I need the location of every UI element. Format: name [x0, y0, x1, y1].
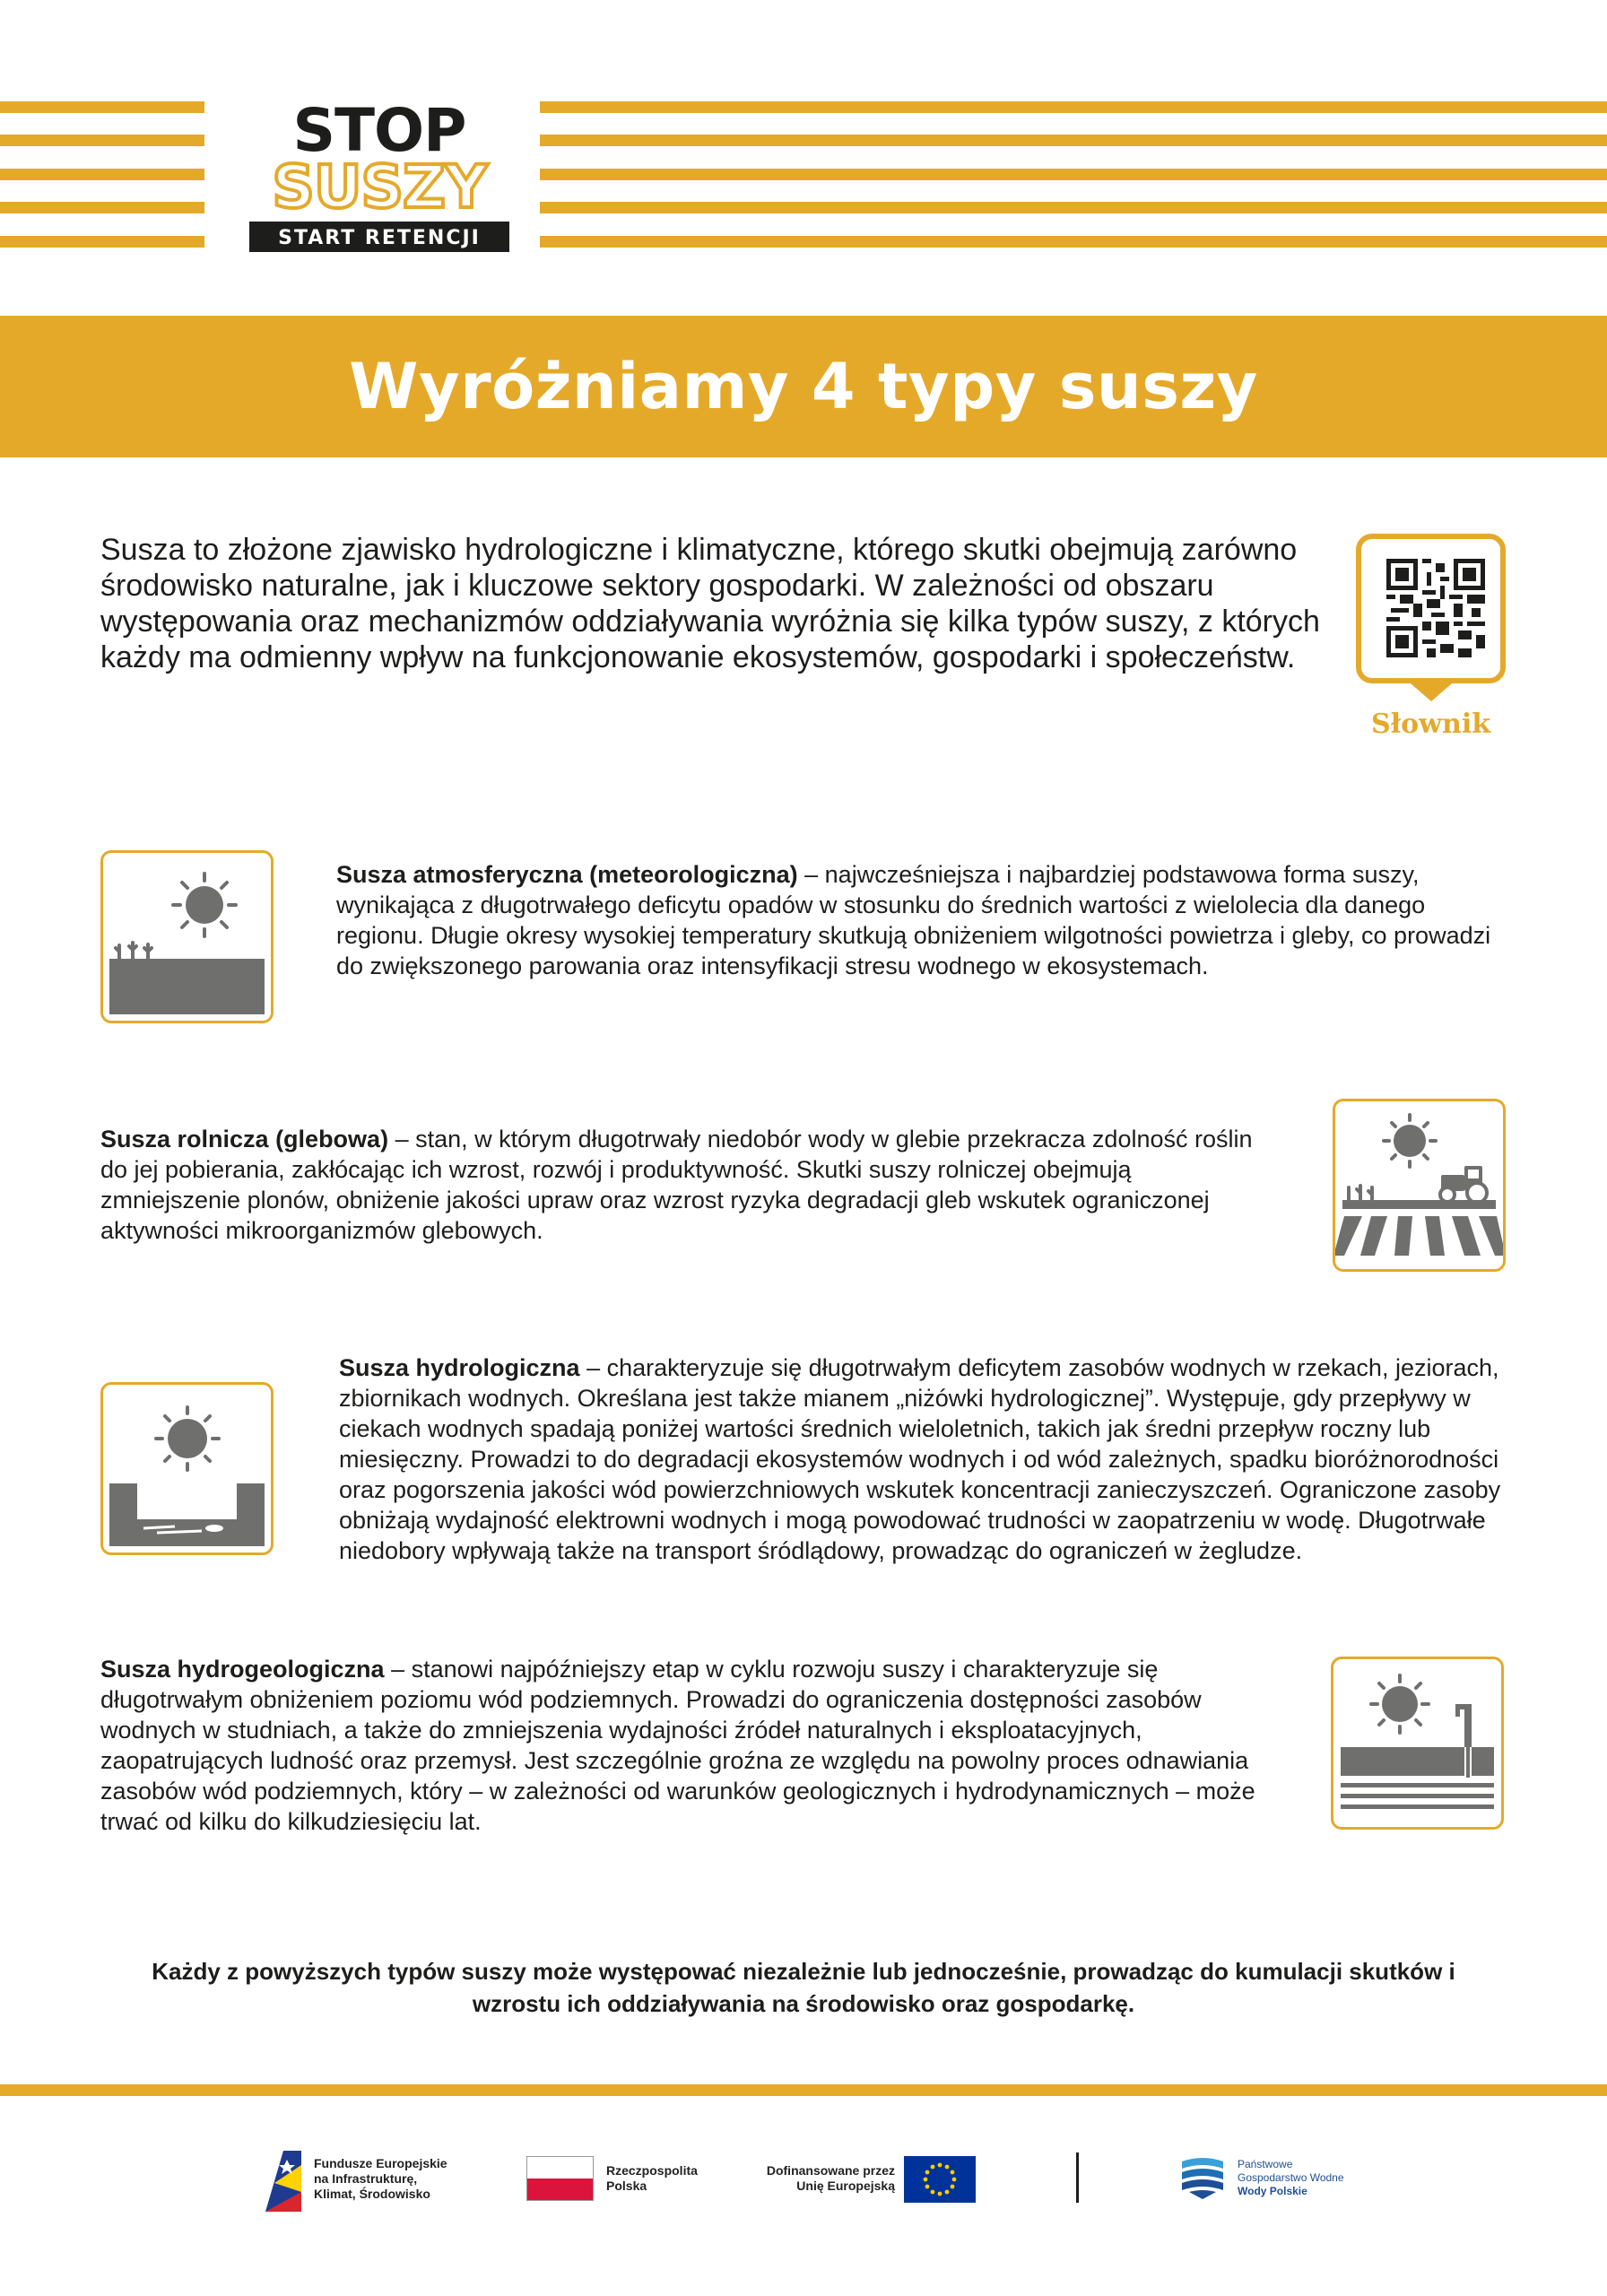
eu-line2: Unię Europejską: [796, 2179, 895, 2193]
hydrological-drought-description: [339, 1352, 1505, 1566]
stop-suszy-logo: [249, 101, 509, 254]
hydrogeological-drought-icon-box: [1331, 1657, 1504, 1830]
eu-logo-text: [760, 2163, 895, 2194]
pgw-line3: Wody Polskie: [1238, 2185, 1307, 2197]
fe-logo-text: [314, 2156, 484, 2202]
rp-line2: Polska: [606, 2179, 647, 2193]
logo-start-retencji: START RETENCJI: [278, 227, 481, 249]
pgw-line1: Państwowe: [1238, 2158, 1293, 2170]
hydrogeological-drought-name: Susza hydrogeologiczna: [100, 1656, 385, 1683]
eu-line1: Dofinansowane przez: [766, 2163, 895, 2178]
sun-groundwater-well-icon: [1333, 1659, 1501, 1827]
rp-logo-text: [606, 2163, 714, 2194]
eu-stars-icon: [904, 2156, 976, 2203]
wody-polskie-text: [1238, 2158, 1417, 2198]
qr-label-slownik: Słownik: [1370, 709, 1491, 740]
header-stripes-left: [0, 101, 204, 248]
fundusze-europejskie-logo: [265, 2147, 307, 2215]
closing-statement: Każdy z powyższych typów suszy może występować niezależnie lub jednocześnie, prowadząc do kumulacji skutków i wzrostu ich oddziaływania na środowisko oraz gospodarkę.: [152, 1958, 1455, 2017]
agricultural-drought-description: [100, 1124, 1266, 1246]
footer-divider: [1076, 2152, 1079, 2203]
hydrogeological-drought-description: [100, 1654, 1266, 1837]
atmospheric-drought-icon-box: [100, 850, 274, 1023]
polish-flag-icon: [526, 2156, 594, 2201]
hydrological-drought-icon-box: [100, 1382, 274, 1555]
atmospheric-drought-name: Susza atmosferyczna (meteorologiczna): [336, 861, 798, 888]
fe-line1: Fundusze Europejskie: [314, 2156, 447, 2170]
fe-logo-icon: [265, 2147, 307, 2215]
wody-polskie-wave-icon: [1180, 2156, 1225, 2199]
agricultural-drought-text: – stan, w którym długotrwały niedobór wody w glebie przekracza zdolność roślin do jej pobierania, zakłócając ich wzrost, rozwój i produktywność. Skutki suszy rolniczej obejmują zmniejszenie plonów, obniżenie jakości upraw oraz wzrost ryzyka degradacji gleb wskutek ograniczonej aktywności mikroorganizmów glebowych.: [100, 1126, 1253, 1244]
rp-line1: Rzeczpospolita: [606, 2163, 698, 2178]
qr-pointer: [1404, 678, 1458, 701]
eu-flag-icon: [904, 2156, 976, 2203]
hydrogeological-drought-text: – stanowi najpóźniejszy etap w cyklu rozwoju suszy i charakteryzuje się długotrwałym obniżeniem poziomu wód podziemnych. Prowadzi do ograniczenia dostępności zasobów wodnych w studniach, a także do zmniejszenia wydajności źródeł naturalnych i eksploatacyjnych, zaopatrujących ludność oraz przemysł. Jest szczególnie groźna ze względu na powolny proces odnawiania zasobów wód podziemnych, który – w zależności od warunków geologicznych i hydrodynamicznych – może trwać od kilku do kilkudziesięciu lat.: [100, 1656, 1255, 1835]
agricultural-drought-name: Susza rolnicza (glebowa): [100, 1126, 389, 1152]
fe-line2: na Infrastrukturę,: [314, 2171, 418, 2186]
qr-code-icon: [1386, 559, 1485, 657]
hydrological-drought-text: – charakteryzuje się długotrwałym deficytem zasobów wodnych w rzekach, jeziorach, zbiornikach wodnych. Określana jest także mianem „niżówki hydrologicznej”. Występuje, gdy przepływy w ciekach wodnych spadają poniżej wartości średnich wieloletnich, takich jak średni przepływ roczny lub miesięczny. Prowadzi to do degradacji ekosystemów wodnych i od wód zależnych, spadku bioróżnorodności oraz pogorszenia jakości wód powierzchniowych wskutek koncentracji zanieczyszczeń. Ograniczone zasoby obniżają wydajność elektrowni wodnych i mogą powodować trudności w zaopatrzeniu w wodę. Długotrwałe niedobory wpływają także na transport śródlądowy, prowadząc do ograniczeń w żegludze.: [339, 1354, 1501, 1564]
agricultural-drought-icon-box: [1333, 1099, 1506, 1272]
hydrological-drought-name: Susza hydrologiczna: [339, 1354, 580, 1381]
fe-line3: Klimat, Środowisko: [314, 2187, 430, 2201]
intro-paragraph: Susza to złożone zjawisko hydrologiczne i klimatyczne, którego skutki obejmują zarówno środowisko naturalne, jak i kluczowe sektory gospodarki. W zależności od obszaru występowania oraz mechanizmów oddziaływania wyróżnia się kilka typów suszy, z których każdy ma odmienny wpływ na funkcjonowanie ekosystemów, gospodarki i społeczeństw.: [100, 533, 1320, 674]
wody-polskie-logo: [1180, 2156, 1225, 2199]
sun-soil-icon: [103, 853, 271, 1021]
header-stripes-right: [540, 101, 1607, 248]
logo-stop: STOP: [292, 101, 466, 165]
footer-rule: [0, 2084, 1607, 2096]
pgw-line2: Gospodarstwo Wodne: [1238, 2171, 1344, 2184]
atmospheric-drought-description: [336, 859, 1502, 981]
sun-tractor-field-icon: [1335, 1101, 1503, 1269]
page-title: Wyróżniamy 4 typy suszy: [349, 350, 1258, 423]
atmospheric-drought-text: – najwcześniejsza i najbardziej podstawowa forma suszy, wynikająca z długotrwałego deficytu opadów w stosunku do średnich wartości z wielolecia dla danego regionu. Długie okresy wysokiej temperatury skutkują obniżeniem wilgotności powietrza i gleby, co prowadzi do zwiększonego parowania oraz intensyfikacji stresu wodnego w ekosystemach.: [336, 861, 1491, 979]
logo-suszy: SUSZY: [272, 152, 487, 222]
qr-code-frame[interactable]: [1356, 534, 1506, 683]
sun-dry-riverbed-icon: [103, 1385, 271, 1552]
title-banner: [0, 316, 1607, 457]
